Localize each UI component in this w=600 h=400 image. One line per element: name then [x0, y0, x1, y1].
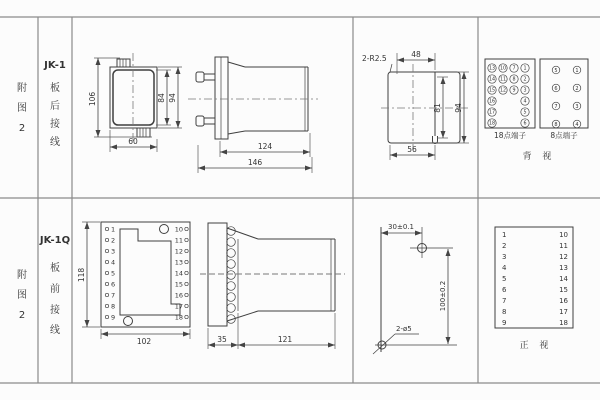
- wiring-char: 接: [50, 119, 60, 130]
- table-pin: 1: [502, 231, 507, 239]
- socket-pin: 11: [174, 236, 183, 245]
- dim-124: 124: [257, 142, 273, 151]
- terminal-number: 10: [499, 66, 507, 72]
- table-pin: 9: [502, 319, 507, 327]
- row1-side-view: [188, 57, 318, 173]
- table-pin: 13: [559, 264, 568, 272]
- socket-pin: 9: [111, 313, 116, 322]
- terminal-number: 11: [499, 77, 507, 83]
- model-label-row1: [43, 60, 66, 148]
- wiring-char: 板: [50, 83, 60, 94]
- socket-pin: 15: [174, 280, 183, 289]
- terminal-number: 1: [523, 66, 527, 72]
- terminal-number: 3: [575, 103, 579, 110]
- table-pin: 16: [559, 297, 568, 305]
- dim-106: 106: [88, 91, 97, 107]
- terminal-number: 5: [554, 67, 558, 74]
- hole-diameter-label: 2-ø5: [396, 325, 412, 333]
- dim-94: 94: [168, 93, 177, 103]
- terminal-number: 9: [512, 88, 516, 94]
- terminal-number: 2: [575, 85, 579, 92]
- socket-pin: 5: [111, 269, 116, 278]
- socket-pin: 13: [174, 258, 183, 267]
- dim-81: 81: [433, 103, 442, 113]
- terminal-18-label: 18点端子: [493, 131, 527, 140]
- model-name: JK-1Q: [39, 235, 71, 246]
- dim-56: 56: [407, 145, 417, 154]
- terminal-number: 5: [523, 110, 527, 116]
- socket-pin: 8: [111, 302, 116, 311]
- terminal-number: 7: [512, 66, 516, 72]
- terminal-number: 7: [554, 103, 558, 110]
- row2-socket-view: [77, 222, 190, 346]
- index-char: 图: [17, 103, 27, 114]
- dim-146: 146: [247, 158, 263, 167]
- index-char: 2: [18, 123, 26, 134]
- wiring-char: 后: [50, 101, 60, 112]
- terminal-number: 18: [488, 121, 496, 127]
- socket-pin: 12: [174, 247, 183, 256]
- table-pin: 18: [559, 319, 568, 327]
- terminal-number: 4: [575, 121, 579, 128]
- row2-side-view: [200, 223, 345, 349]
- socket-pin: 2: [111, 236, 116, 245]
- figure-index-row2: [17, 268, 27, 321]
- wiring-char: 线: [50, 137, 60, 148]
- index-char: 图: [17, 290, 27, 301]
- wiring-char: 线: [50, 325, 60, 336]
- socket-pin: 14: [174, 269, 183, 278]
- socket-pin: 6: [111, 280, 116, 289]
- socket-pin: 10: [174, 225, 183, 234]
- row1-terminal-18: [485, 59, 535, 140]
- dim-100: 100±0.2: [439, 280, 447, 312]
- terminal-number: 1: [575, 67, 579, 74]
- table-pin: 7: [502, 297, 507, 305]
- rear-view-label: 背 视: [522, 152, 556, 162]
- figure-index-row1: [17, 81, 27, 134]
- row1-front-view: [88, 53, 182, 152]
- table-pin: 4: [502, 264, 507, 272]
- table-pin: 2: [502, 242, 507, 250]
- socket-pin: 3: [111, 247, 116, 256]
- terminal-number: 4: [523, 99, 527, 105]
- table-pin: 8: [502, 308, 507, 316]
- terminal-number: 2: [523, 77, 527, 83]
- terminal-number: 8: [554, 121, 558, 128]
- socket-pin: 18: [174, 313, 183, 322]
- terminal-number: 17: [488, 110, 496, 116]
- table-pin: 11: [559, 242, 568, 250]
- table-pin: 5: [502, 275, 507, 283]
- dim-35: 35: [217, 335, 227, 344]
- dim-60: 60: [128, 137, 138, 146]
- socket-pin: 16: [174, 291, 183, 300]
- socket-pin: 7: [111, 291, 116, 300]
- table-pin: 12: [559, 253, 568, 261]
- dim-102: 102: [136, 337, 152, 346]
- socket-pin: 4: [111, 258, 116, 267]
- socket-pin: 17: [174, 302, 183, 311]
- row2-drill-view: [373, 223, 457, 354]
- socket-pin: 1: [111, 225, 116, 234]
- index-char: 附: [17, 83, 27, 94]
- terminal-number: 3: [523, 88, 527, 94]
- row1-terminal-8: [540, 59, 588, 140]
- terminal-number: 12: [499, 88, 507, 94]
- table-pin: 14: [559, 275, 568, 283]
- index-char: 附: [17, 270, 27, 281]
- wiring-char: 接: [50, 305, 60, 316]
- model-name: JK-1: [44, 60, 66, 71]
- dim-30: 30±0.1: [388, 223, 414, 231]
- terminal-number: 6: [554, 85, 558, 92]
- front-view-label: 正 视: [519, 341, 553, 351]
- index-char: 2: [18, 310, 26, 321]
- dim-84: 84: [157, 93, 166, 103]
- terminal-number: 8: [512, 77, 516, 83]
- corner-radius-label: 2-R2.5: [362, 54, 387, 63]
- dim-48: 48: [411, 50, 421, 59]
- dim-121: 121: [277, 335, 293, 344]
- terminal-number: 14: [488, 77, 496, 83]
- terminal-8-label: 8点端子: [550, 131, 578, 140]
- terminal-number: 16: [488, 99, 496, 105]
- terminal-number: 13: [488, 66, 496, 72]
- table-pin: 3: [502, 253, 507, 261]
- wiring-char: 板: [50, 263, 60, 274]
- row2-terminal-table: [495, 227, 573, 328]
- dim-118: 118: [77, 267, 86, 283]
- table-pin: 6: [502, 286, 507, 294]
- terminal-number: 15: [488, 88, 496, 94]
- table-pin: 15: [559, 286, 568, 294]
- dim-94: 94: [454, 103, 463, 113]
- model-label-row2: [39, 235, 70, 336]
- row1-cutout-view: [362, 50, 469, 160]
- terminal-number: 6: [523, 121, 527, 127]
- wiring-char: 前: [50, 284, 60, 295]
- table-pin: 10: [559, 231, 568, 239]
- table-pin: 17: [559, 308, 568, 316]
